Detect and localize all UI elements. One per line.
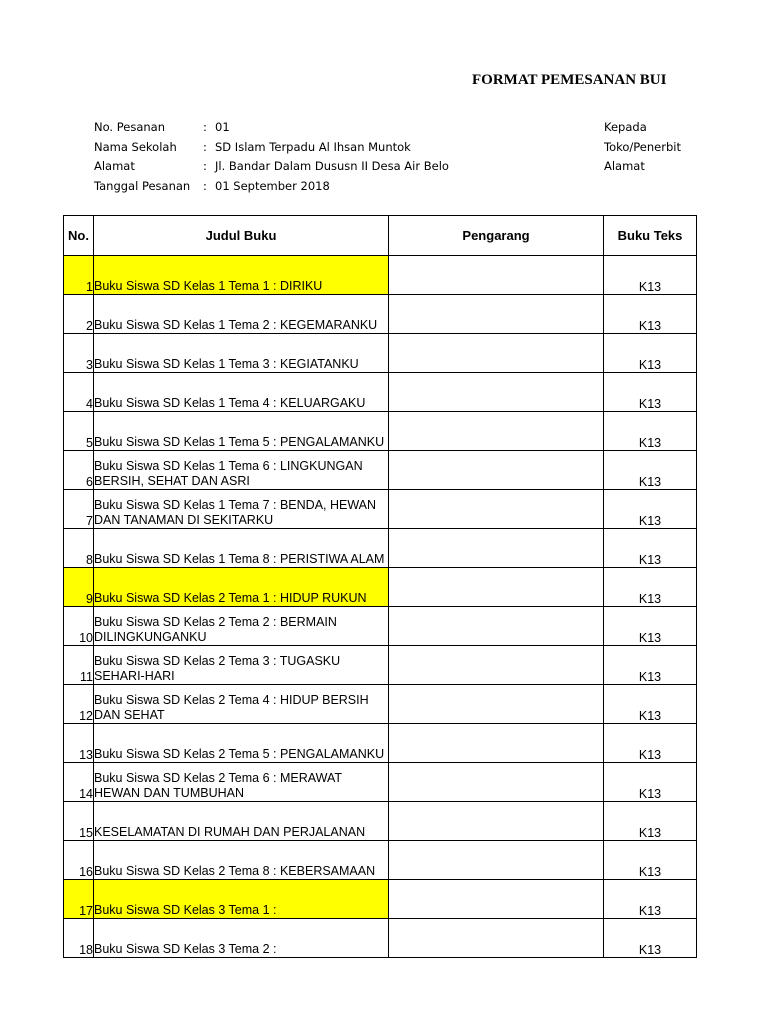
book-type-cell: K13: [604, 802, 697, 841]
table-row: [64, 568, 697, 607]
row-number: 15: [64, 802, 94, 841]
author-cell: [389, 919, 604, 958]
book-title-cell: Buku Siswa SD Kelas 2 Tema 2 : BERMAIN DILINGKUNGANKU: [94, 607, 389, 646]
recipient-store-label: Toko/Penerbit: [604, 139, 681, 154]
table-row: [64, 841, 697, 880]
row-number: 18: [64, 919, 94, 958]
header-type: Buku Teks: [604, 216, 697, 256]
author-cell: [389, 529, 604, 568]
book-title-cell: KESELAMATAN DI RUMAH DAN PERJALANAN: [94, 802, 389, 841]
book-type-cell: K13: [604, 412, 697, 451]
book-title-cell: Buku Siswa SD Kelas 3 Tema 1 :: [94, 880, 389, 919]
book-title-cell: Buku Siswa SD Kelas 1 Tema 4 : KELUARGAKU: [94, 373, 389, 412]
row-number: 8: [64, 529, 94, 568]
recipient-address-label: Alamat: [604, 159, 645, 173]
book-type-cell: K13: [604, 295, 697, 334]
book-title-cell: Buku Siswa SD Kelas 2 Tema 4 : HIDUP BERSIH DAN SEHAT: [94, 685, 389, 724]
book-type-cell: K13: [604, 607, 697, 646]
table-row: [64, 373, 697, 412]
table-row: [64, 256, 697, 295]
order-number-row: [94, 118, 449, 138]
book-type-cell: K13: [604, 256, 697, 295]
header-title: Judul Buku: [94, 216, 389, 256]
row-number: 10: [64, 607, 94, 646]
author-cell: [389, 763, 604, 802]
author-cell: [389, 490, 604, 529]
book-type-cell: K13: [604, 568, 697, 607]
author-cell: [389, 373, 604, 412]
author-cell: [389, 841, 604, 880]
book-type-cell: K13: [604, 451, 697, 490]
book-type-cell: K13: [604, 763, 697, 802]
table-row: [64, 802, 697, 841]
author-cell: [389, 256, 604, 295]
row-number: 4: [64, 373, 94, 412]
book-type-cell: K13: [604, 919, 697, 958]
table-row: [64, 646, 697, 685]
row-number: 6: [64, 451, 94, 490]
book-title-cell: Buku Siswa SD Kelas 1 Tema 6 : LINGKUNGAN BERSIH, SEHAT DAN ASRI: [94, 451, 389, 490]
book-order-table: [63, 215, 697, 958]
book-title-cell: Buku Siswa SD Kelas 1 Tema 3 : KEGIATANKU: [94, 334, 389, 373]
author-cell: [389, 646, 604, 685]
book-type-cell: K13: [604, 685, 697, 724]
row-number: 17: [64, 880, 94, 919]
book-title-cell: Buku Siswa SD Kelas 1 Tema 2 : KEGEMARANKU: [94, 295, 389, 334]
recipient-info: [604, 118, 681, 177]
author-cell: [389, 295, 604, 334]
book-type-cell: K13: [604, 646, 697, 685]
colon: :: [203, 159, 207, 173]
colon: :: [203, 120, 207, 134]
book-title-cell: Buku Siswa SD Kelas 2 Tema 1 : HIDUP RUKUN: [94, 568, 389, 607]
row-number: 16: [64, 841, 94, 880]
order-number-value: 01: [215, 120, 230, 134]
book-title-cell: Buku Siswa SD Kelas 2 Tema 8 : KEBERSAMAAN: [94, 841, 389, 880]
row-number: 5: [64, 412, 94, 451]
colon: :: [203, 139, 207, 154]
table-row: [64, 490, 697, 529]
author-cell: [389, 802, 604, 841]
row-number: 11: [64, 646, 94, 685]
school-name-label: Nama Sekolah: [94, 139, 177, 154]
book-type-cell: K13: [604, 724, 697, 763]
author-cell: [389, 334, 604, 373]
row-number: 2: [64, 295, 94, 334]
book-title-cell: Buku Siswa SD Kelas 2 Tema 3 : TUGASKU SEHARI-HARI: [94, 646, 389, 685]
header-no: No.: [64, 216, 94, 256]
book-type-cell: K13: [604, 334, 697, 373]
row-number: 7: [64, 490, 94, 529]
book-title-cell: Buku Siswa SD Kelas 2 Tema 5 : PENGALAMANKU: [94, 724, 389, 763]
order-date-label: Tanggal Pesanan: [94, 178, 191, 193]
table-row: [64, 451, 697, 490]
author-cell: [389, 568, 604, 607]
table-row: [64, 919, 697, 958]
row-number: 9: [64, 568, 94, 607]
school-address-row: [94, 157, 449, 177]
school-name-row: [94, 138, 449, 158]
school-address-label: Alamat: [94, 159, 135, 173]
document-title: FORMAT PEMESANAN BUI: [472, 72, 667, 88]
school-name-value: SD Islam Terpadu Al Ihsan Muntok: [215, 139, 411, 154]
table-row: [64, 295, 697, 334]
table-header-row: [64, 216, 697, 256]
book-title-cell: Buku Siswa SD Kelas 1 Tema 8 : PERISTIWA ALAM: [94, 529, 389, 568]
book-title-cell: Buku Siswa SD Kelas 1 Tema 5 : PENGALAMANKU: [94, 412, 389, 451]
row-number: 3: [64, 334, 94, 373]
book-title-cell: Buku Siswa SD Kelas 1 Tema 1 : DIRIKU: [94, 256, 389, 295]
author-cell: [389, 685, 604, 724]
header-author: Pengarang: [389, 216, 604, 256]
book-title-cell: Buku Siswa SD Kelas 1 Tema 7 : BENDA, HEWAN DAN TANAMAN DI SEKITARKU: [94, 490, 389, 529]
order-info: [94, 118, 449, 196]
recipient-to-label: Kepada: [604, 120, 647, 134]
book-title-cell: Buku Siswa SD Kelas 2 Tema 6 : MERAWAT HEWAN DAN TUMBUHAN: [94, 763, 389, 802]
table-row: [64, 763, 697, 802]
book-type-cell: K13: [604, 490, 697, 529]
table-row: [64, 724, 697, 763]
order-date-value: 01 September 2018: [215, 178, 330, 193]
row-number: 12: [64, 685, 94, 724]
school-address-value: Jl. Bandar Dalam Dususn II Desa Air Belo: [215, 159, 449, 173]
table-body: [64, 256, 697, 958]
colon: :: [203, 178, 207, 193]
book-type-cell: K13: [604, 841, 697, 880]
row-number: 13: [64, 724, 94, 763]
table-row: [64, 685, 697, 724]
book-type-cell: K13: [604, 529, 697, 568]
author-cell: [389, 412, 604, 451]
author-cell: [389, 880, 604, 919]
order-number-label: No. Pesanan: [94, 120, 166, 134]
author-cell: [389, 451, 604, 490]
order-date-row: [94, 177, 449, 197]
book-type-cell: K13: [604, 373, 697, 412]
author-cell: [389, 724, 604, 763]
table-row: [64, 412, 697, 451]
table-row: [64, 334, 697, 373]
row-number: 14: [64, 763, 94, 802]
table-row: [64, 529, 697, 568]
book-type-cell: K13: [604, 880, 697, 919]
author-cell: [389, 607, 604, 646]
book-title-cell: Buku Siswa SD Kelas 3 Tema 2 :: [94, 919, 389, 958]
table-row: [64, 880, 697, 919]
row-number: 1: [64, 256, 94, 295]
table-row: [64, 607, 697, 646]
